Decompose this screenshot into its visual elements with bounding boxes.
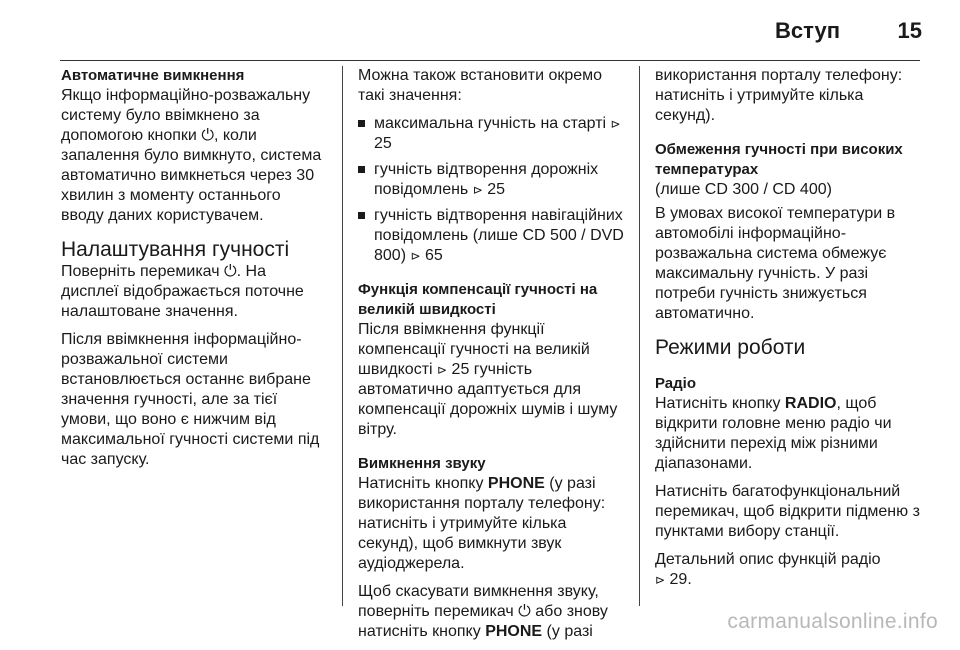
page-header xyxy=(0,14,960,50)
mute-text-2: Щоб скасувати вимкнення звуку, поверніть перемикач ⏻ або знову натисніть кнопку PHONE (у разі xyxy=(358,583,608,640)
watermark: carmanualsonline.info xyxy=(727,610,938,633)
reference-arrow-icon: ⊳ xyxy=(472,183,483,197)
radio-text-2: Натисніть багатофункціональний перемикач, щоб відкрити підменю з пунктами вибору станції. xyxy=(655,483,920,540)
column-2 xyxy=(358,66,624,650)
radio-text-3: Детальний опис функцій радіо ⊳ 29. xyxy=(655,551,881,588)
radio-heading: Радіо xyxy=(655,375,697,392)
temp-limit-heading: Обмеження гучності при високих температурах xyxy=(655,141,903,178)
power-icon: ⏻ xyxy=(518,603,531,620)
power-icon: ⏻ xyxy=(201,127,214,144)
modes-heading: Режими роботи xyxy=(655,336,806,359)
reference-arrow-icon: ⊳ xyxy=(655,573,666,587)
header-divider xyxy=(60,60,920,61)
mute-text-1: Натисніть кнопку PHONE (у разі використання порталу телефону: натисніть і утримуйте кілька секунд), щоб вимкнути звук аудіоджерела. xyxy=(358,475,606,572)
continued-text: використання порталу телефону: натисніть і утримуйте кілька секунд). xyxy=(655,67,903,124)
list-item: гучність відтворення навігаційних повідомлень (лише CD 500 / DVD 800) ⊳ 65 xyxy=(358,206,624,266)
mute-heading: Вимкнення звуку xyxy=(358,455,486,472)
list-item: гучність відтворення дорожніх повідомлень ⊳ 25 xyxy=(358,160,624,200)
column-1 xyxy=(61,66,323,478)
speed-comp-heading: Функція компенсації гучності на великій швидкості xyxy=(358,281,598,318)
volume-text-1: Поверніть перемикач ⏻. На дисплеї відображається поточне налаштоване значення. xyxy=(61,263,304,320)
page-number: 15 xyxy=(897,18,922,43)
temp-limit-text: В умовах високої температури в автомобілі інформаційно-розважальна система обмежує максимальну гучність. У разі потреби гучність знижується автоматично. xyxy=(655,205,896,322)
volume-settings-list xyxy=(358,114,624,266)
reference-arrow-icon: ⊳ xyxy=(410,249,421,263)
speed-comp-text: Після ввімкнення функції компенсації гучності на великій швидкості ⊳ 25 гучність автоматично адаптується для компенсації дорожніх шумів і шуму вітру. xyxy=(358,321,618,438)
phone-button-label: PHONE xyxy=(487,475,545,492)
phone-button-label: PHONE xyxy=(485,623,543,640)
section-title: Вступ xyxy=(775,18,840,43)
temp-limit-subtitle: (лише CD 300 / CD 400) xyxy=(655,181,832,198)
reference-arrow-icon: ⊳ xyxy=(437,363,448,377)
column-divider-2 xyxy=(639,66,640,606)
volume-text-2: Після ввімкнення інформаційно-розважальної системи встановлюється останнє вибране значення гучності, але за тієї умови, що воно є нижчим від максимальної гучності системи під час запуску. xyxy=(61,331,320,468)
auto-off-heading: Автоматичне вимкнення xyxy=(61,67,245,84)
radio-text-1: Натисніть кнопку RADIO, щоб відкрити головне меню радіо чи здійснити перехід між різними діапазонами. xyxy=(655,395,892,472)
column-divider-1 xyxy=(342,66,343,606)
power-icon: ⏻ xyxy=(224,263,237,280)
column-3 xyxy=(655,66,923,598)
auto-off-text: Якщо інформаційно-розважальну систему було ввімкнено за допомогою кнопки ⏻, коли запалення було вимкнуто, система автоматично вимкнеться через 30 хвилин з моменту останнього вводу даних користувачем. xyxy=(61,87,322,224)
radio-button-label: RADIO xyxy=(784,395,837,412)
intro-text: Можна також встановити окремо такі значення: xyxy=(358,67,603,104)
reference-arrow-icon: ⊳ xyxy=(610,117,621,131)
volume-heading: Налаштування гучності xyxy=(61,238,290,261)
list-item: максимальна гучність на старті ⊳ 25 xyxy=(358,114,624,154)
